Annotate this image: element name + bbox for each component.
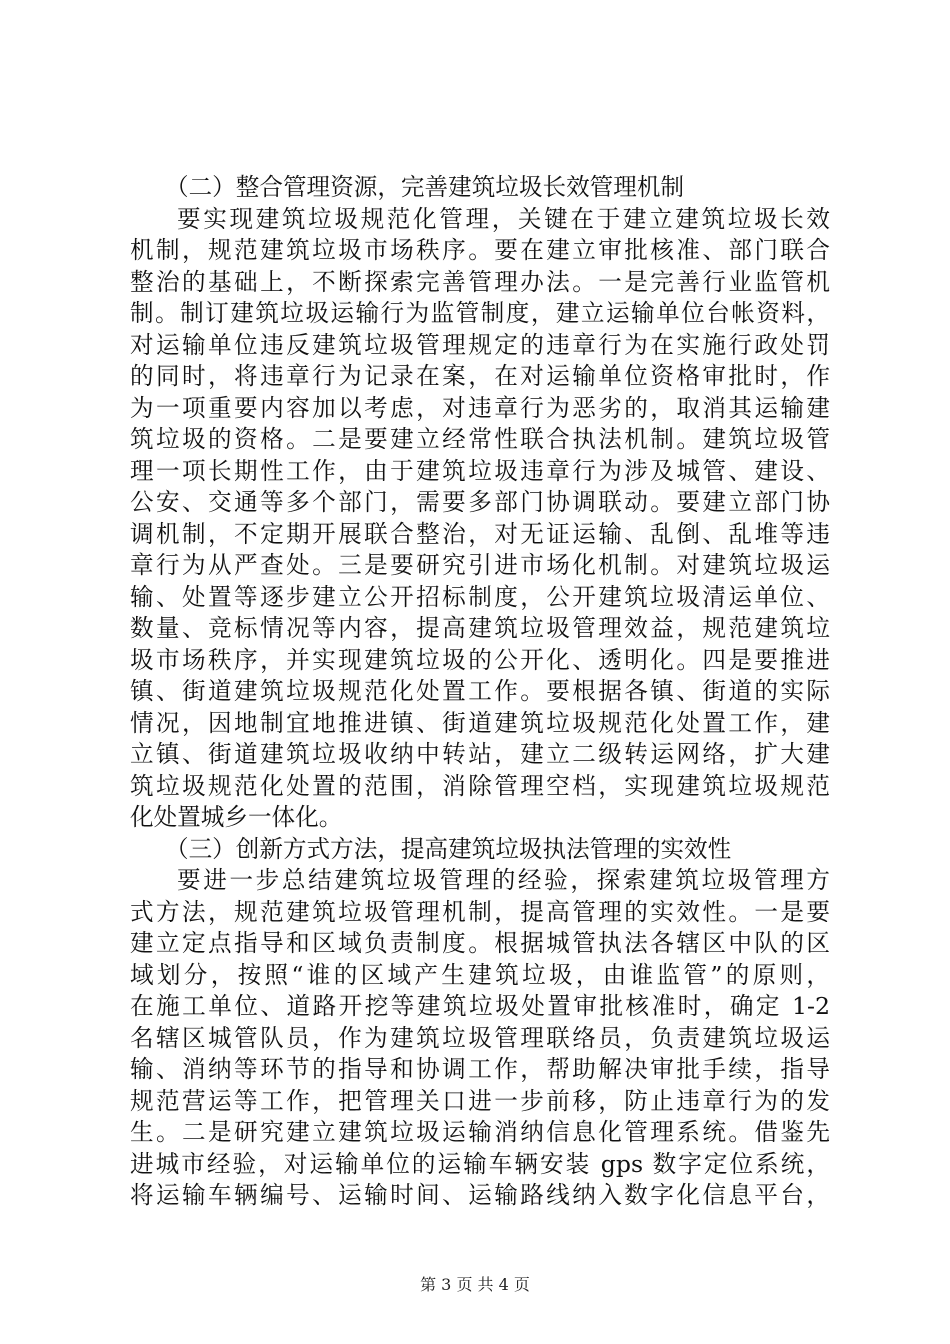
paragraph-line: 立镇、街道建筑垃圾收纳中转站，建立二级转运网络，扩大建 — [130, 740, 830, 768]
paragraph-line: 调机制，不定期开展联合整治，对无证运输、乱倒、乱堆等违 — [130, 519, 830, 548]
paragraph-line: 对运输单位违反建筑垃圾管理规定的违章行为在实施行政处罚 — [130, 330, 830, 359]
paragraph-line: 要实现建筑垃圾规范化管理，关键在于建立建筑垃圾长效 — [177, 204, 830, 233]
paragraph-line: 要进一步总结建筑垃圾管理的经验，探索建筑垃圾管理方 — [177, 866, 830, 894]
paragraph-line: 公安、交通等多个部门，需要多部门协调联动。要建立部门协 — [130, 488, 830, 516]
paragraph-line: 在施工单位、道路开挖等建筑垃圾处置审批核准时，确定 1-2 — [130, 992, 830, 1020]
paragraph-line: 化处置城乡一体化。 — [130, 803, 343, 831]
paragraph-line: 生。二是研究建立建筑垃圾运输消纳信息化管理系统。借鉴先 — [130, 1118, 830, 1146]
paragraph-line: 情况，因地制宜地推进镇、街道建筑垃圾规范化处置工作，建 — [130, 708, 830, 737]
paragraph-line: 数量、竞标情况等内容，提高建筑垃圾管理效益，规范建筑垃 — [130, 614, 830, 642]
paragraph-line: 进城市经验，对运输单位的运输车辆安装 gps 数字定位系统， — [130, 1149, 830, 1178]
paragraph-line: 的同时，将违章行为记录在案，在对运输单位资格审批时，作 — [130, 362, 830, 390]
paragraph-line: 将运输车辆编号、运输时间、运输路线纳入数字化信息平台， — [130, 1181, 830, 1209]
paragraph-line: 输、消纳等环节的指导和协调工作，帮助解决审批手续，指导 — [130, 1055, 830, 1083]
paragraph-line: 制。制订建筑垃圾运输行为监管制度，建立运输单位台帐资料， — [130, 299, 830, 327]
paragraph-line: 筑垃圾的资格。二是要建立经常性联合执法机制。建筑垃圾管 — [130, 425, 830, 453]
paragraph-line: 域划分，按照“谁的区域产生建筑垃圾，由谁监管”的原则， — [130, 960, 830, 989]
paragraph-line: 建立定点指导和区域负责制度。根据城管执法各辖区中队的区 — [130, 929, 830, 957]
paragraph-line: 机制，规范建筑垃圾市场秩序。要在建立审批核准、部门联合 — [130, 236, 830, 264]
paragraph-line: 圾市场秩序，并实现建筑垃圾的公开化、透明化。四是要推进 — [130, 645, 830, 674]
paragraph-line: 筑垃圾规范化处置的范围，消除管理空档，实现建筑垃圾规范 — [130, 771, 830, 800]
paragraph-line: 章行为从严查处。三是要研究引进市场化机制。对建筑垃圾运 — [130, 551, 830, 579]
paragraph-line: 式方法，规范建筑垃圾管理机制，提高管理的实效性。一是要 — [130, 897, 830, 926]
paragraph-line: 为一项重要内容加以考虑，对违章行为恶劣的，取消其运输建 — [130, 393, 830, 422]
section-heading-3: （三）创新方式方法，提高建筑垃圾执法管理的实效性 — [165, 834, 732, 863]
paragraph-line: 规范营运等工作，把管理关口进一步前移，防止违章行为的发 — [130, 1086, 830, 1115]
section-heading-2: （二）整合管理资源，完善建筑垃圾长效管理机制 — [165, 173, 685, 201]
paragraph-line: 名辖区城管队员，作为建筑垃圾管理联络员，负责建筑垃圾运 — [130, 1023, 830, 1052]
paragraph-line: 理一项长期性工作，由于建筑垃圾违章行为涉及城管、建设、 — [130, 456, 830, 485]
paragraph-line: 镇、街道建筑垃圾规范化处置工作。要根据各镇、街道的实际 — [130, 677, 830, 705]
document-body — [130, 172, 830, 1212]
paragraph-line: 整治的基础上，不断探索完善管理办法。一是完善行业监管机 — [130, 267, 830, 296]
paragraph-line: 输、处置等逐步建立公开招标制度，公开建筑垃圾清运单位、 — [130, 582, 830, 611]
page-number-footer: 第 3 页 共 4 页 — [420, 1275, 530, 1294]
